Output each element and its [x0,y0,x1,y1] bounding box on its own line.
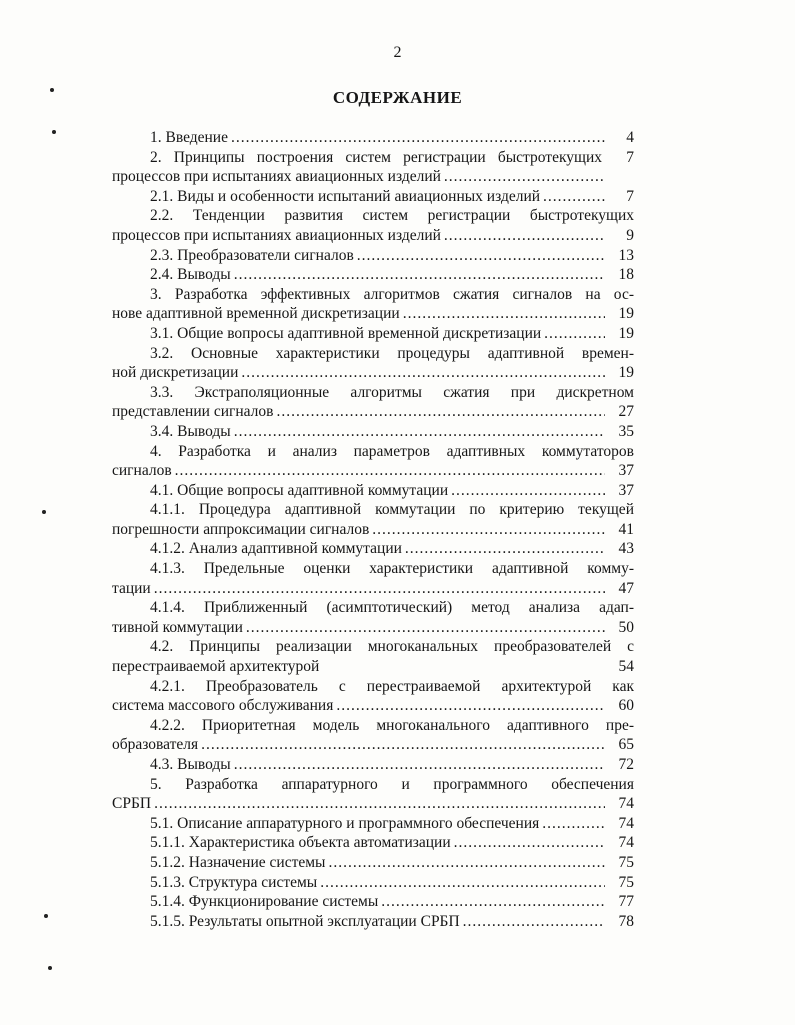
leader-dots [234,422,605,442]
toc-entry [112,892,634,912]
toc-page-number: 60 [618,697,634,715]
toc-entry-text: 3. Разработка эффективных алгоритмов сжатия сигналов на ос- [150,285,634,303]
leader-dots [454,833,605,853]
toc-entry-text: 4.2. Принципы реализации многоканальных преобразователей с [150,638,634,656]
toc-entry-text: 5.1.2. Назначение системы [150,853,326,871]
toc-entry-text: 2.2. Тенденции развития систем регистрации быстротекущих [150,207,634,225]
toc-entry [112,344,634,383]
toc-page-number: 77 [618,893,634,911]
toc-entry-text: нове адаптивной временной дискретизации [112,305,400,323]
margin-mark [52,130,56,134]
leader-dots [463,912,605,932]
toc-entry [112,206,634,245]
toc-entry-text: 3.2. Основные характеристики процедуры адаптивной времен- [150,344,634,362]
toc-entry [112,187,634,207]
toc-entry-text: 4.1. Общие вопросы адаптивной коммутации [150,481,449,499]
toc-entry [112,481,634,501]
toc-entry-text: 3.4. Выводы [150,422,231,440]
leader-dots [234,265,605,285]
toc-entry-text: 2.1. Виды и особенности испытаний авиационных изделий [150,187,541,205]
toc-page-number: 37 [618,481,634,499]
toc-entry-text: 4.2.1. Преобразователь с перестраиваемой архитектурой как [150,677,634,695]
toc-entry-text: образователя [112,736,199,754]
page-title: СОДЕРЖАНИЕ [332,88,463,107]
toc-page-number: 7 [626,187,634,205]
leader-dots [544,324,605,344]
toc-page-number: 75 [618,853,634,871]
toc-entry-text: 5. Разработка аппаратурного и программного обеспечения [150,775,634,793]
leader-dots [336,696,605,716]
toc-entry-text: тивной коммутации [112,618,243,636]
toc-page-number: 74 [618,795,634,813]
toc-entry [112,422,634,442]
toc-entry-text: 3.1. Общие вопросы адаптивной временной дискретизации [150,324,542,342]
leader-dots [201,735,605,755]
toc-page-number: 74 [618,834,634,852]
toc-entry [112,833,634,853]
toc-entry-text: 2. Принципы построения систем регистрации быстротекущих [150,148,602,166]
toc-entry-text: 4.2.2. Приоритетная модель многоканального адаптивного пре- [150,716,634,734]
toc-entry [112,324,634,344]
toc-entry [112,598,634,637]
toc-page-number: 7 [626,148,634,166]
toc-entry-text: ной дискретизации [112,364,239,382]
leader-dots [154,794,605,814]
toc-page-number: 18 [618,266,634,284]
toc-entry-text: 1. Введение [150,129,228,146]
toc-entry-text: 5.1.3. Структура системы [150,873,318,891]
toc-entry [112,814,634,834]
toc-entry [112,539,634,559]
toc-page-number: 65 [618,736,634,754]
margin-mark [44,914,48,918]
toc-entry-text: 4.3. Выводы [150,756,231,773]
leader-dots [246,618,605,638]
leader-dots [451,481,605,501]
toc-entry [112,912,634,932]
toc-entry-text: 4.1.4. Приближенный (асимптотический) метод анализа адап- [150,599,634,617]
toc-page-number: 74 [618,814,634,832]
toc-page-number: 9 [626,226,634,244]
toc-page-number: 27 [618,403,634,421]
toc-page-number: 43 [618,540,634,558]
margin-mark [50,88,54,92]
toc-page-number: 54 [618,658,634,676]
leader-dots [405,539,605,559]
leader-dots [328,853,605,873]
toc-entry [112,500,634,539]
toc-entry-text: 2.4. Выводы [150,266,231,284]
leader-dots [372,520,605,540]
toc-entry [112,148,634,187]
toc-entry-text: тации [112,579,151,597]
leader-dots [543,187,605,207]
leader-dots [234,755,605,775]
toc-entry-text: 5.1.4. Функционирование системы [150,893,379,911]
leader-dots [231,128,605,148]
toc-entry-text: 4. Разработка и анализ параметров адаптивных коммутаторов [150,442,634,460]
toc-entry-text: погрешности аппроксимации сигналов [112,520,370,538]
toc-page-number: 4 [626,129,634,146]
toc-entry-text: процессов при испытаниях авиационных изделий [112,168,441,186]
toc-page-number: 50 [618,618,634,636]
toc-entry [112,285,634,324]
margin-mark [48,966,52,970]
toc-page-number: 19 [618,324,634,342]
toc-entry-text: 5.1. Описание аппаратурного и программного обеспечения [150,814,540,832]
leader-dots [320,873,605,893]
toc-entry [112,716,634,755]
toc-page-number: 75 [618,873,634,891]
toc-entry-text: 2.3. Преобразователи сигналов [150,246,354,264]
toc-entry-text: сигналов [112,462,172,480]
toc-entry [112,677,634,716]
toc-entry-text: 5.1.5. Результаты опытной эксплуатации СРБП [150,912,460,930]
toc-entry [112,246,634,266]
toc-entry [112,755,634,775]
toc-entry [112,128,634,148]
toc-entry [112,775,634,814]
toc-page-number: 19 [618,364,634,382]
toc-page-number: 72 [618,756,634,773]
toc-entry [112,265,634,285]
toc-entry [112,559,634,598]
table-of-contents [112,128,634,931]
toc-entry-text: перестраиваемой архитектурой [112,658,320,676]
toc-entry [112,442,634,481]
toc-entry-text: 4.1.2. Анализ адаптивной коммутации [150,540,402,558]
margin-mark [42,510,46,514]
toc-page-number: 78 [618,912,634,930]
toc-entry-text: 4.1.1. Процедура адаптивной коммутации по критерию текущей [150,501,634,519]
leader-dots [357,246,605,266]
toc-entry-text: система массового обслуживания [112,697,334,715]
toc-page-number: 47 [618,579,634,597]
toc-entry-text: 3.3. Экстраполяционные алгоритмы сжатия при дискретном [150,383,634,401]
leader-dots [175,461,605,481]
toc-page-number: 13 [618,246,634,264]
leader-dots [444,226,605,246]
toc-entry-text: процессов при испытаниях авиационных изделий [112,226,441,244]
toc-entry-text: 5.1.1. Характеристика объекта автоматизации [150,834,451,852]
toc-page-number: 41 [618,520,634,538]
toc-entry [112,383,634,422]
toc-entry-text: СРБП [112,795,152,813]
toc-page-number: 37 [618,462,634,480]
leader-dots [381,892,605,912]
toc-entry-text: представлении сигналов [112,403,274,421]
toc-page-number: 19 [618,305,634,323]
leader-dots [444,167,605,187]
leader-dots [276,402,605,422]
toc-entry [112,873,634,893]
page-number: 2 [393,44,402,61]
toc-page-number: 35 [618,422,634,440]
toc-entry [112,853,634,873]
leader-dots [154,579,605,599]
leader-dots [241,363,605,383]
leader-dots [403,304,605,324]
toc-entry-text: 4.1.3. Предельные оценки характеристики адаптивной комму- [150,560,634,578]
toc-entry [112,637,634,676]
leader-dots [542,814,605,834]
